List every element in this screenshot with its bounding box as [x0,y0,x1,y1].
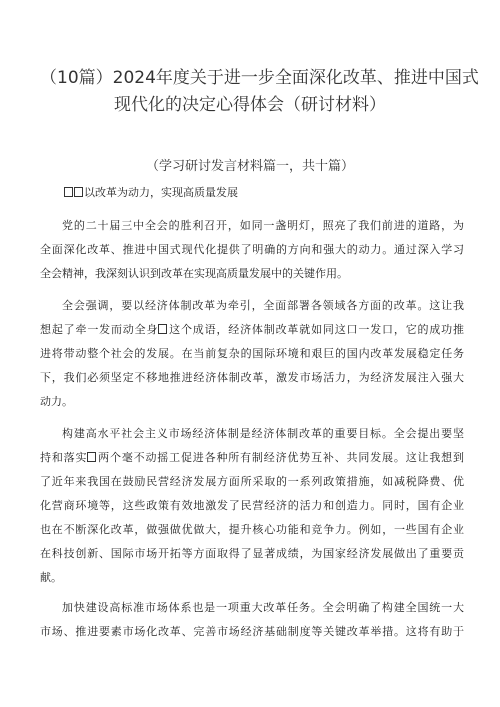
paragraph-line: 市场、推进要素市场化改革、完善市场经济基础制度等关键改革举措。这将有助于 [40,625,464,638]
paragraph-line: 党的二十届三中全会的胜利召开，如同一盏明灯，照亮了我们前进的道路，为 [62,219,464,232]
paragraph-line-part: 想起了牵一发而动全身 [40,323,159,336]
section-heading-text: 以改革为动力，实现高质量发展 [84,186,238,199]
paragraph-line: 献。 [40,571,62,584]
missing-glyph-box-icon [74,187,83,197]
paragraph-line: 也在不断深化改革，做强做优做大，提升核心功能和竞争力。例如，一些国有企业 [40,523,464,536]
paragraph-line [40,446,464,470]
paragraph-line-part: 两个毫不动摇工促进各种所有制经济优势互补、共同发展。这让我想到 [97,451,464,464]
paragraph-line: 动力。 [40,395,73,408]
paragraph-1 [40,214,464,286]
paragraph-line: 全会强调，要以经济体制改革为牵引，全面部署各领域各方面的改革。这让我 [62,299,464,312]
missing-glyph-box-icon [158,324,167,334]
paragraph-3 [40,422,464,590]
paragraph-4 [40,596,464,644]
paragraph-line: 在科技创新、国际市场开拓等方面取得了显著成绩，为国家经济发展做出了重要贡 [40,547,464,560]
paragraph-line: 全面深化改革、推进中国式现代化提供了明确的方向和强大的动力。通过深入学习 [40,243,464,256]
paragraph-line-part: 这个成语，经济体制改革就如同这口一发口，它的成功推 [168,323,464,336]
paragraph-line: 化营商环境等，这些政策有效地激发了民营经济的活力和创造力。同时，国有企业 [40,499,464,512]
paragraph-line: 进将带动整个社会的发展。在当前复杂的国际环境和艰巨的国内改革发展稳定任务 [40,347,464,360]
paragraph-line: 全会精神，我深刻认识到改革在实现高质量发展中的关键作用。 [40,267,348,280]
paragraph-line: 构建高水平社会主义市场经济体制是经济体制改革的重要目标。全会提出要坚 [62,427,464,440]
paragraph-line: 加快建设高标准市场体系也是一项重大改革任务。全会明确了构建全国统一大 [62,601,464,614]
paragraph-line-part: 持和落实 [40,451,88,464]
paragraph-2 [40,294,464,414]
paragraph-line [40,318,464,342]
paragraph-line: 了近年来我国在鼓励民营经济发展方面所采取的一系列政策措施，如减税降费、优 [40,475,464,488]
missing-glyph-box-icon [64,187,73,197]
missing-glyph-box-icon [87,452,96,462]
document-title-line-2: 现代化的决定心得体会（研讨材料） [114,95,386,115]
section-heading [64,185,238,201]
document-subtitle: （学习研讨发言材料篇一，共十篇） [145,159,354,174]
paragraph-line: 下，我们必须坚定不移地推进经济体制改革，激发市场活力，为经济发展注入强大 [40,371,464,384]
document-title-line-1: （10篇）2024年度关于进一步全面深化改革、推进中国式 [40,68,479,88]
